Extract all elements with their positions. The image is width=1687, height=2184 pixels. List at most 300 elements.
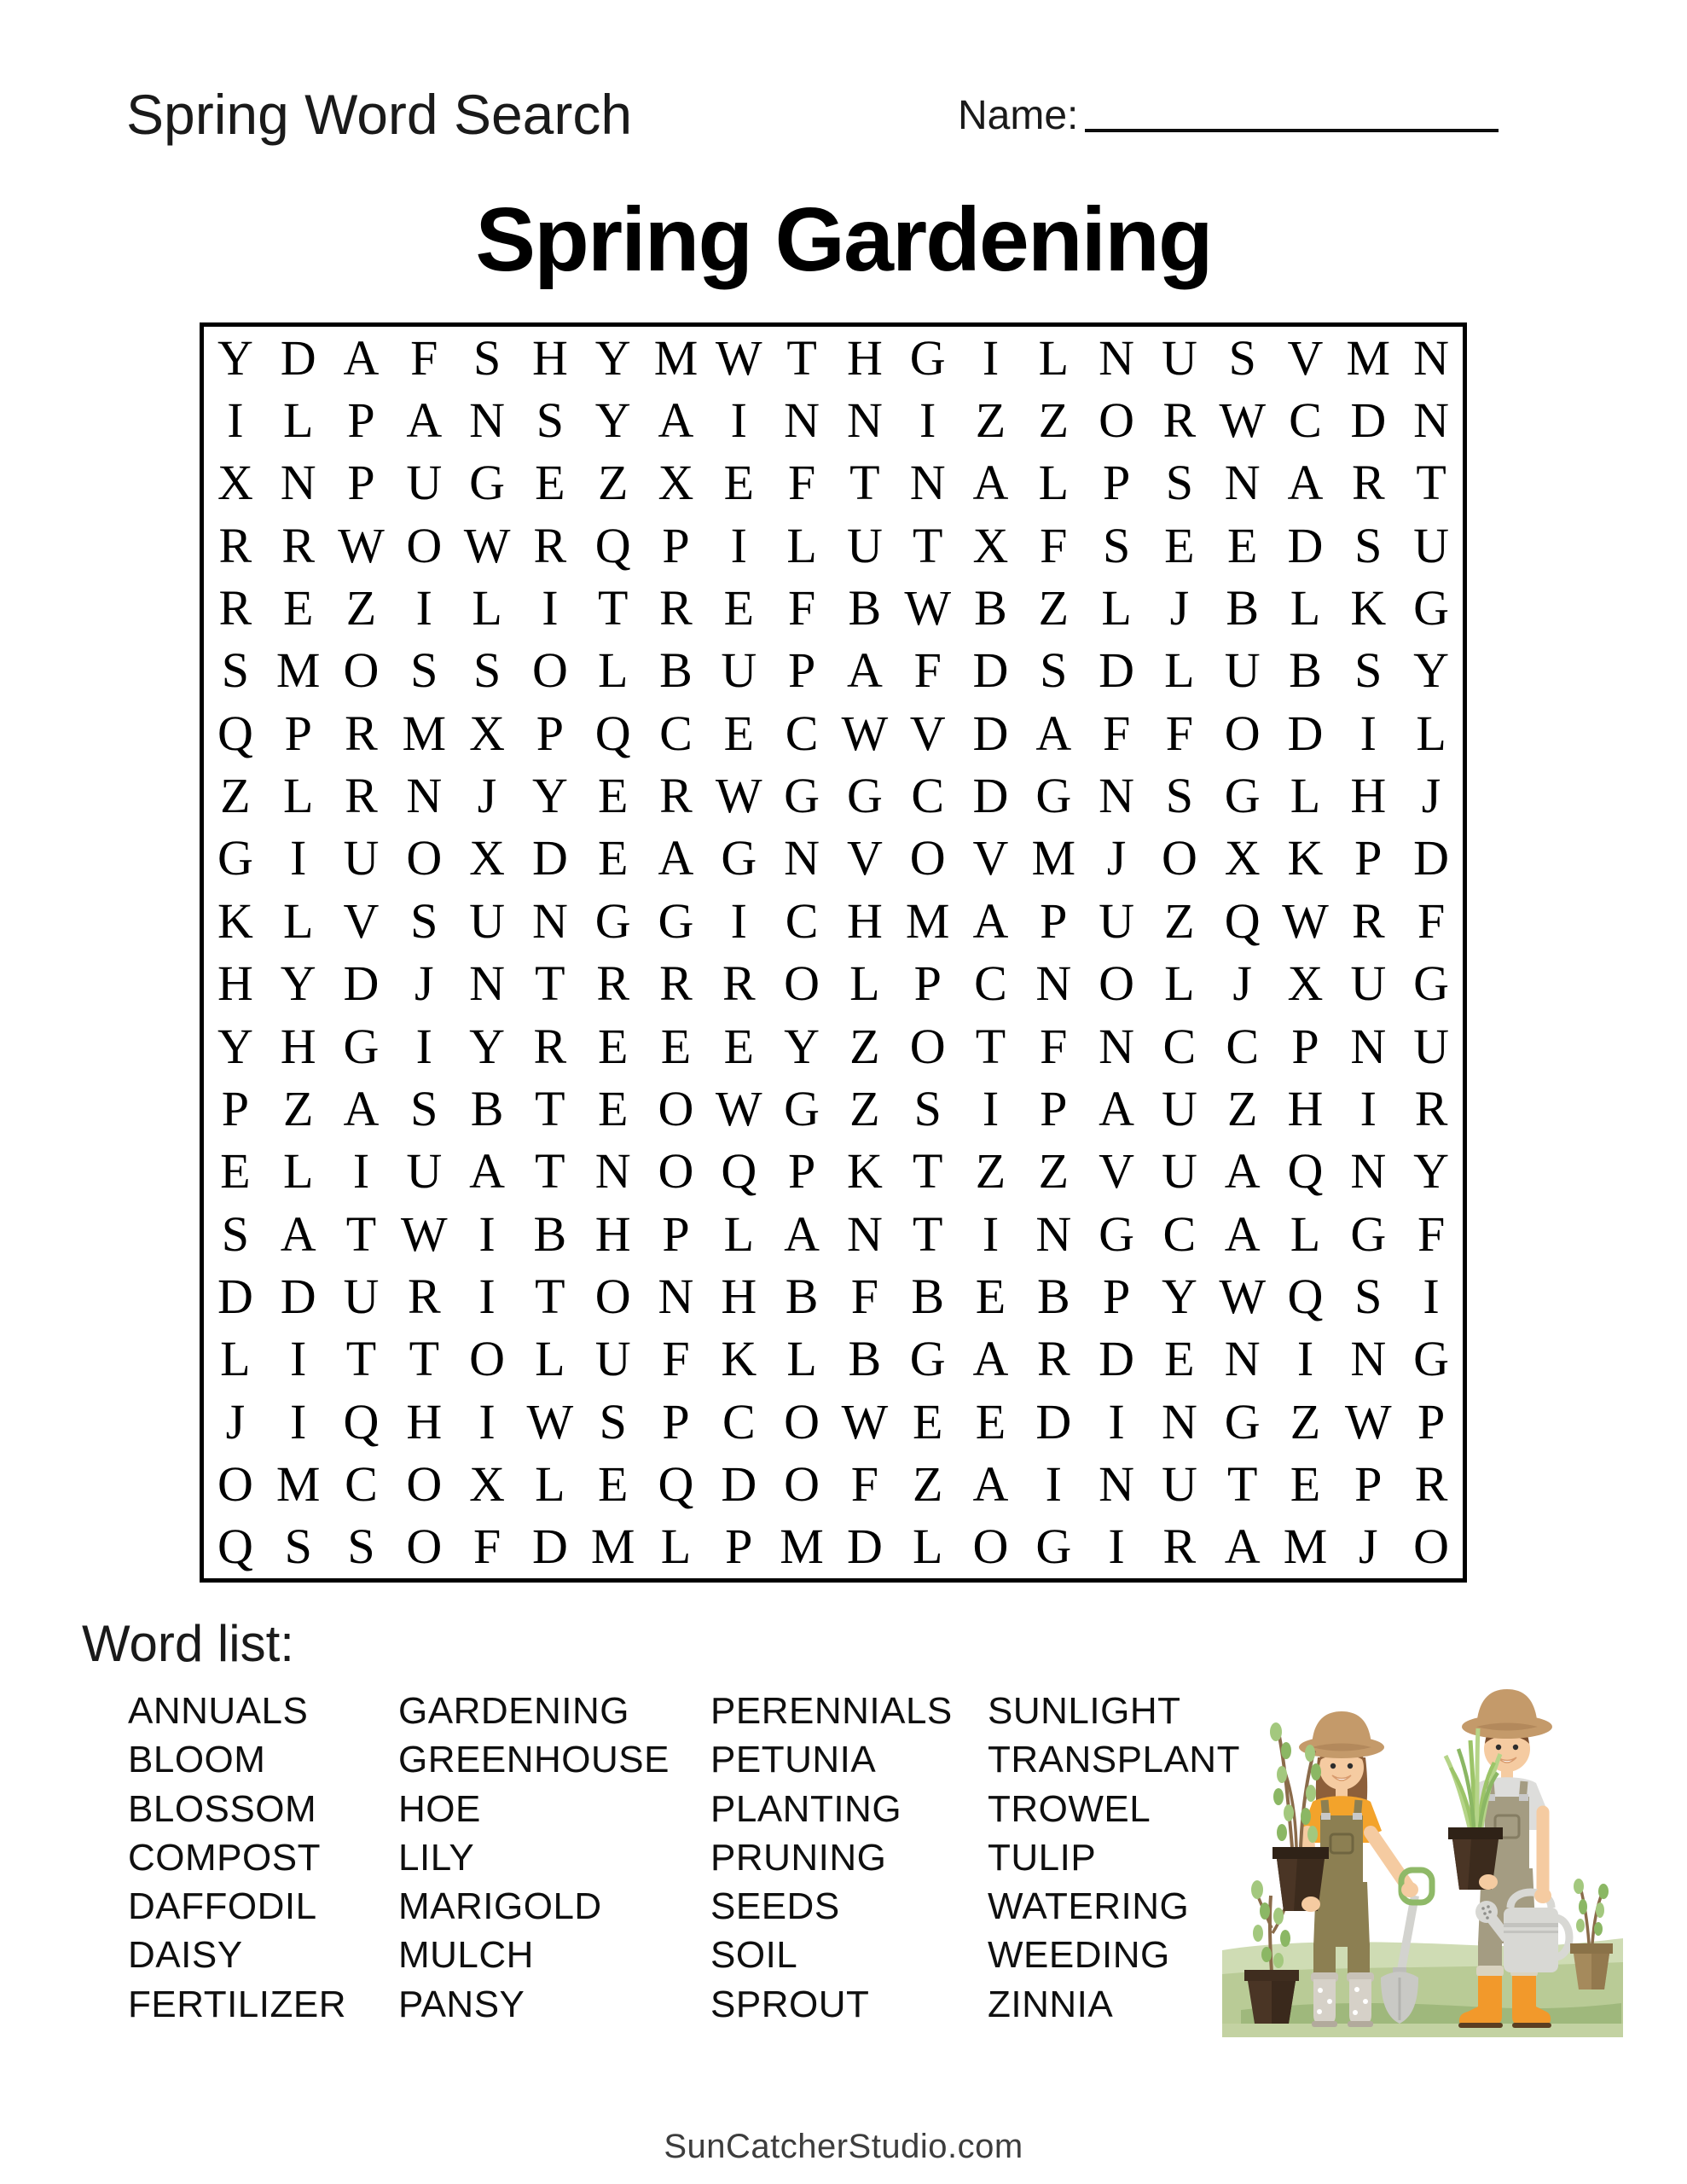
- grid-letter: U: [1224, 642, 1261, 699]
- grid-letter: L: [849, 956, 880, 1012]
- grid-letter: L: [1164, 642, 1195, 699]
- grid-letter: U: [343, 830, 380, 886]
- grid-letter: J: [1232, 956, 1252, 1012]
- grid-letter: F: [410, 329, 438, 386]
- grid-letter: L: [660, 1519, 692, 1575]
- grid-letter: E: [975, 1268, 1006, 1324]
- grid-letter: P: [1417, 1393, 1446, 1449]
- grid-letter: S: [410, 642, 438, 699]
- grid-letter: N: [531, 892, 568, 949]
- grid-letter: G: [909, 1331, 946, 1387]
- grid-letter: I: [919, 392, 936, 449]
- grid-letter: J: [415, 956, 434, 1012]
- grid-letter: G: [1224, 1393, 1261, 1449]
- grid-letter: O: [406, 1519, 443, 1575]
- grid-letter: D: [280, 329, 316, 386]
- grid-letter: W: [1282, 892, 1329, 949]
- grid-letter: L: [535, 1455, 565, 1512]
- grid-letter: H: [406, 1393, 443, 1449]
- grid-letter: O: [406, 830, 443, 886]
- grid-letter: T: [786, 329, 817, 386]
- grid-letter: X: [469, 830, 506, 886]
- grid-letter: N: [1413, 392, 1450, 449]
- grid-letter: Y: [217, 1018, 253, 1074]
- grid-letter: H: [531, 329, 568, 386]
- grid-letter: P: [1291, 1018, 1319, 1074]
- grid-letter: R: [722, 956, 756, 1012]
- grid-letter: S: [410, 1080, 438, 1136]
- grid-letter: G: [1350, 1205, 1387, 1262]
- grid-letter: Y: [217, 329, 253, 386]
- grid-letter: U: [846, 517, 883, 573]
- grid-letter: R: [1351, 892, 1385, 949]
- grid-letter: V: [1099, 1143, 1135, 1199]
- grid-letter: F: [1417, 1205, 1446, 1262]
- grid-letter: C: [911, 768, 945, 824]
- grid-letter: P: [1102, 455, 1131, 511]
- grid-letter: N: [1350, 1018, 1387, 1074]
- word-list-item: MARIGOLD: [398, 1885, 602, 1928]
- word-list-column: [398, 1687, 670, 2029]
- grid-letter: O: [784, 1393, 820, 1449]
- potted-plant-right: [1570, 1879, 1613, 1989]
- grid-letter: U: [594, 1331, 631, 1387]
- grid-letter: D: [1099, 642, 1135, 699]
- grid-letter: W: [841, 1393, 889, 1449]
- grid-letter: N: [469, 392, 506, 449]
- grid-letter: U: [1161, 329, 1197, 386]
- grid-letter: L: [472, 580, 502, 636]
- grid-letter: S: [347, 1519, 375, 1575]
- grid-letter: Y: [469, 1018, 506, 1074]
- gardeners-illustration: [1190, 1672, 1676, 2039]
- grid-letter: L: [786, 517, 817, 573]
- grid-letter: Z: [1290, 1393, 1321, 1449]
- grid-letter: B: [848, 1331, 882, 1387]
- grid-letter: H: [594, 1205, 631, 1262]
- grid-letter: I: [227, 392, 244, 449]
- word-list-item: LILY: [398, 1836, 475, 1879]
- grid-letter: R: [1414, 1080, 1448, 1136]
- grid-letter: N: [1413, 329, 1450, 386]
- grid-letter: A: [1224, 1143, 1261, 1199]
- grid-letter: O: [784, 956, 820, 1012]
- grid-letter: O: [909, 830, 946, 886]
- grid-letter: E: [660, 1018, 692, 1074]
- word-list-item: SOIL: [710, 1934, 798, 1977]
- grid-letter: U: [721, 642, 757, 699]
- grid-letter: W: [1344, 1393, 1392, 1449]
- grid-letter: Q: [217, 1519, 253, 1575]
- grid-letter: E: [723, 1018, 754, 1074]
- grid-letter: N: [1224, 455, 1261, 511]
- grid-letter: I: [478, 1393, 496, 1449]
- grid-letter: G: [1224, 768, 1261, 824]
- grid-letter: X: [1287, 956, 1324, 1012]
- grid-letter: U: [1161, 1455, 1197, 1512]
- grid-letter: I: [1108, 1393, 1125, 1449]
- grid-letter: V: [909, 705, 946, 761]
- grid-letter: F: [787, 580, 816, 636]
- grid-letter: D: [531, 830, 568, 886]
- grid-letter: Y: [1161, 1268, 1197, 1324]
- grid-letter: A: [1224, 1205, 1261, 1262]
- grid-letter: S: [1354, 1268, 1383, 1324]
- grid-letter: N: [1099, 329, 1135, 386]
- grid-letter: W: [715, 329, 762, 386]
- grid-letter: U: [406, 455, 443, 511]
- grid-letter: W: [1219, 392, 1267, 449]
- grid-letter: I: [730, 892, 747, 949]
- grid-letter: I: [290, 1393, 307, 1449]
- grid-letter: W: [904, 580, 952, 636]
- grid-letter: U: [406, 1143, 443, 1199]
- word-list-item: TROWEL: [988, 1787, 1151, 1830]
- grid-letter: S: [1165, 455, 1194, 511]
- grid-letter: N: [280, 455, 316, 511]
- grid-letter: N: [1099, 1455, 1135, 1512]
- grid-letter: L: [1038, 329, 1069, 386]
- word-list-item: MULCH: [398, 1934, 534, 1977]
- grid-letter: L: [1164, 956, 1195, 1012]
- grid-letter: D: [531, 1519, 568, 1575]
- grid-letter: M: [275, 1455, 321, 1512]
- grid-letter: T: [912, 517, 943, 573]
- grid-letter: L: [1038, 455, 1069, 511]
- grid-letter: T: [345, 1331, 377, 1387]
- grid-letter: P: [787, 1143, 816, 1199]
- grid-letter: W: [1219, 1268, 1267, 1324]
- word-list-item: BLOOM: [128, 1739, 266, 1781]
- name-field: [958, 92, 1078, 139]
- grid-letter: I: [982, 329, 1000, 386]
- grid-letter: N: [909, 455, 946, 511]
- grid-letter: X: [658, 455, 694, 511]
- grid-letter: I: [1045, 1455, 1062, 1512]
- grid-letter: T: [912, 1143, 943, 1199]
- grid-letter: M: [1031, 830, 1076, 886]
- grid-letter: U: [1099, 892, 1135, 949]
- grid-letter: B: [1036, 1268, 1070, 1324]
- grid-letter: C: [659, 705, 693, 761]
- grid-letter: B: [974, 580, 1007, 636]
- grid-letter: A: [406, 392, 443, 449]
- grid-letter: A: [1287, 455, 1324, 511]
- grid-letter: Q: [594, 705, 631, 761]
- grid-letter: Q: [1287, 1268, 1324, 1324]
- grid-letter: D: [972, 768, 1009, 824]
- grid-letter: D: [846, 1519, 883, 1575]
- grid-letter: F: [913, 642, 942, 699]
- grid-letter: R: [596, 956, 630, 1012]
- grid-letter: P: [1040, 1080, 1068, 1136]
- grid-letter: Y: [594, 329, 631, 386]
- grid-letter: V: [343, 892, 380, 949]
- grid-letter: H: [846, 892, 883, 949]
- grid-letter: U: [1413, 517, 1450, 573]
- grid-letter: R: [345, 705, 378, 761]
- grid-letter: U: [1350, 956, 1387, 1012]
- word-list-item: BLOSSOM: [128, 1787, 317, 1830]
- grid-letter: O: [1099, 956, 1135, 1012]
- grid-letter: A: [972, 1331, 1009, 1387]
- grid-letter: Q: [217, 705, 253, 761]
- grid-letter: Y: [594, 392, 631, 449]
- grid-letter: D: [343, 956, 380, 1012]
- grid-letter: G: [1413, 580, 1450, 636]
- grid-letter: F: [1040, 517, 1068, 573]
- grid-letter: A: [1099, 1080, 1135, 1136]
- grid-letter: P: [1040, 892, 1068, 949]
- grid-letter: V: [1287, 329, 1324, 386]
- grid-letter: P: [662, 1393, 690, 1449]
- grid-letter: L: [1416, 705, 1446, 761]
- grid-letter: P: [1354, 1455, 1383, 1512]
- grid-letter: M: [653, 329, 699, 386]
- grid-letter: H: [846, 329, 883, 386]
- grid-letter: N: [784, 392, 820, 449]
- grid-letter: O: [406, 517, 443, 573]
- grid-letter: P: [347, 455, 375, 511]
- grid-letter: I: [982, 1080, 1000, 1136]
- word-list-item: COMPOST: [128, 1836, 321, 1879]
- grid-letter: T: [535, 1143, 565, 1199]
- grid-letter: P: [536, 705, 565, 761]
- grid-letter: R: [1162, 392, 1197, 449]
- grid-letter: W: [463, 517, 511, 573]
- grid-letter: M: [1346, 329, 1391, 386]
- grid-letter: S: [221, 642, 250, 699]
- header-title: Spring Word Search: [126, 83, 633, 146]
- grid-letter: S: [1102, 517, 1131, 573]
- grid-letter: G: [658, 892, 694, 949]
- grid-letter: S: [599, 1393, 627, 1449]
- grid-letter: O: [1413, 1519, 1450, 1575]
- grid-letter: T: [1416, 455, 1446, 511]
- word-list-item: HOE: [398, 1787, 481, 1830]
- grid-letter: H: [1287, 1080, 1324, 1136]
- grid-letter: Y: [1413, 1143, 1450, 1199]
- grid-letter: I: [290, 1331, 307, 1387]
- grid-letter: D: [1413, 830, 1450, 886]
- grid-letter: A: [972, 455, 1009, 511]
- grid-letter: L: [1101, 580, 1132, 636]
- grid-letter: Z: [1038, 392, 1069, 449]
- grid-letter: U: [343, 1268, 380, 1324]
- grid-letter: E: [723, 705, 754, 761]
- word-list-item: SUNLIGHT: [988, 1690, 1181, 1732]
- grid-letter: O: [531, 642, 568, 699]
- grid-letter: R: [218, 580, 252, 636]
- grid-letter: B: [1226, 580, 1260, 636]
- grid-letter: M: [780, 1519, 824, 1575]
- grid-letter: A: [784, 1205, 820, 1262]
- grid-letter: T: [849, 455, 880, 511]
- grid-letter: T: [1226, 1455, 1258, 1512]
- grid-letter: D: [1350, 392, 1387, 449]
- grid-letter: A: [1035, 705, 1072, 761]
- grid-letter: L: [535, 1331, 565, 1387]
- grid-letter: G: [343, 1018, 380, 1074]
- grid-letter: D: [972, 642, 1009, 699]
- grid-letter: I: [415, 580, 432, 636]
- grid-letter: D: [1035, 1393, 1072, 1449]
- grid-letter: N: [594, 1143, 631, 1199]
- grid-letter: N: [1350, 1331, 1387, 1387]
- grid-letter: Y: [531, 768, 568, 824]
- grid-letter: X: [469, 705, 506, 761]
- grid-letter: I: [478, 1205, 496, 1262]
- grid-letter: C: [1162, 1205, 1197, 1262]
- grid-letter: H: [217, 956, 253, 1012]
- grid-letter: Y: [784, 1018, 820, 1074]
- grid-letter: U: [1413, 1018, 1450, 1074]
- grid-letter: T: [912, 1205, 943, 1262]
- grid-letter: Z: [1038, 580, 1069, 636]
- grid-letter: T: [409, 1331, 439, 1387]
- grid-letter: J: [225, 1393, 246, 1449]
- grid-letter: P: [913, 956, 942, 1012]
- grid-letter: M: [590, 1519, 635, 1575]
- grid-letter: S: [1165, 768, 1194, 824]
- grid-letter: J: [1359, 1519, 1378, 1575]
- grid-letter: O: [658, 1143, 694, 1199]
- grid-letter: Z: [597, 455, 629, 511]
- grid-letter: W: [338, 517, 385, 573]
- grid-letter: R: [659, 768, 693, 824]
- grid-letter: I: [730, 392, 747, 449]
- puzzle-title: Spring Gardening: [475, 189, 1212, 290]
- grid-letter: I: [478, 1268, 496, 1324]
- grid-letter: G: [784, 768, 820, 824]
- grid-letter: R: [659, 580, 693, 636]
- grid-letter: R: [281, 517, 316, 573]
- grid-letter: N: [1350, 1143, 1387, 1199]
- grid-letter: J: [477, 768, 497, 824]
- grid-letter: P: [662, 1205, 690, 1262]
- grid-letter: R: [218, 517, 252, 573]
- grid-letter: E: [220, 1143, 251, 1199]
- grid-letter: F: [850, 1455, 879, 1512]
- grid-letter: G: [846, 768, 883, 824]
- grid-letter: Q: [343, 1393, 380, 1449]
- grid-letter: X: [1224, 830, 1261, 886]
- grid-letter: F: [1102, 705, 1131, 761]
- word-list-item: ZINNIA: [988, 1983, 1114, 2025]
- grid-letter: K: [846, 1143, 883, 1199]
- grid-letter: A: [658, 392, 694, 449]
- grid-letter: L: [282, 768, 314, 824]
- grid-letter: I: [415, 1018, 432, 1074]
- grid-letter: W: [526, 1393, 574, 1449]
- grid-letter: N: [1035, 956, 1072, 1012]
- grid-letter: I: [1296, 1331, 1314, 1387]
- word-search-grid: [204, 327, 1463, 1578]
- grid-letter: U: [469, 892, 506, 949]
- grid-letter: T: [535, 956, 565, 1012]
- word-list-item: GREENHOUSE: [398, 1739, 670, 1781]
- grid-letter: Q: [721, 1143, 757, 1199]
- grid-letter: L: [1290, 1205, 1321, 1262]
- grid-letter: R: [1036, 1331, 1070, 1387]
- word-list-item: SPROUT: [710, 1983, 870, 2025]
- grid-letter: R: [1414, 1455, 1448, 1512]
- word-list-item: WEEDING: [988, 1934, 1170, 1977]
- grid-letter: F: [787, 455, 816, 511]
- grid-letter: S: [1040, 642, 1068, 699]
- word-list-item: FERTILIZER: [128, 1983, 347, 2025]
- grid-letter: Q: [1224, 892, 1261, 949]
- grid-letter: N: [1099, 768, 1135, 824]
- grid-letter: G: [784, 1080, 820, 1136]
- grid-letter: A: [1224, 1519, 1261, 1575]
- grid-letter: G: [1035, 1519, 1072, 1575]
- grid-letter: L: [1290, 768, 1321, 824]
- grid-letter: C: [785, 892, 819, 949]
- grid-letter: F: [472, 1519, 501, 1575]
- grid-letter: P: [662, 517, 690, 573]
- grid-letter: R: [1162, 1519, 1197, 1575]
- grid-letter: O: [217, 1455, 253, 1512]
- grid-letter: Z: [1164, 892, 1195, 949]
- grid-letter: Z: [220, 768, 251, 824]
- grid-letter: F: [1165, 705, 1194, 761]
- grid-letter: R: [345, 768, 378, 824]
- grid-letter: P: [725, 1519, 753, 1575]
- grid-letter: N: [1161, 1393, 1197, 1449]
- grid-letter: Q: [1287, 1143, 1324, 1199]
- grid-letter: P: [787, 642, 816, 699]
- word-list-item: PLANTING: [710, 1787, 902, 1830]
- grid-letter: L: [786, 1331, 817, 1387]
- grid-letter: E: [1164, 1331, 1195, 1387]
- word-list-item: TULIP: [988, 1836, 1097, 1879]
- grid-letter: E: [597, 1080, 629, 1136]
- grid-letter: O: [909, 1018, 946, 1074]
- grid-letter: L: [723, 1205, 754, 1262]
- grid-letter: Z: [1226, 1080, 1258, 1136]
- grid-letter: I: [542, 580, 559, 636]
- grid-letter: O: [1099, 392, 1135, 449]
- grid-letter: R: [659, 956, 693, 1012]
- grid-letter: A: [343, 1080, 380, 1136]
- grid-letter: R: [533, 517, 567, 573]
- grid-letter: D: [1099, 1331, 1135, 1387]
- grid-letter: Y: [280, 956, 316, 1012]
- grid-letter: E: [1290, 1455, 1321, 1512]
- grid-letter: K: [217, 892, 253, 949]
- word-search-grid-border: [200, 322, 1467, 1583]
- grid-letter: M: [275, 642, 321, 699]
- grid-letter: W: [715, 1080, 762, 1136]
- grid-letter: B: [848, 580, 882, 636]
- grid-letter: O: [469, 1331, 506, 1387]
- grid-letter: P: [1354, 830, 1383, 886]
- grid-letter: O: [658, 1080, 694, 1136]
- grid-letter: O: [972, 1519, 1009, 1575]
- grid-letter: B: [785, 1268, 819, 1324]
- grid-letter: N: [406, 768, 443, 824]
- word-list-item: ANNUALS: [128, 1690, 309, 1732]
- grid-letter: J: [1421, 768, 1441, 824]
- grid-letter: Z: [1038, 1143, 1069, 1199]
- grid-letter: C: [974, 956, 1007, 1012]
- word-list-item: DAISY: [128, 1934, 243, 1977]
- grid-letter: I: [1359, 1080, 1377, 1136]
- grid-letter: L: [282, 1143, 314, 1199]
- grid-letter: J: [1169, 580, 1190, 636]
- grid-letter: C: [722, 1393, 756, 1449]
